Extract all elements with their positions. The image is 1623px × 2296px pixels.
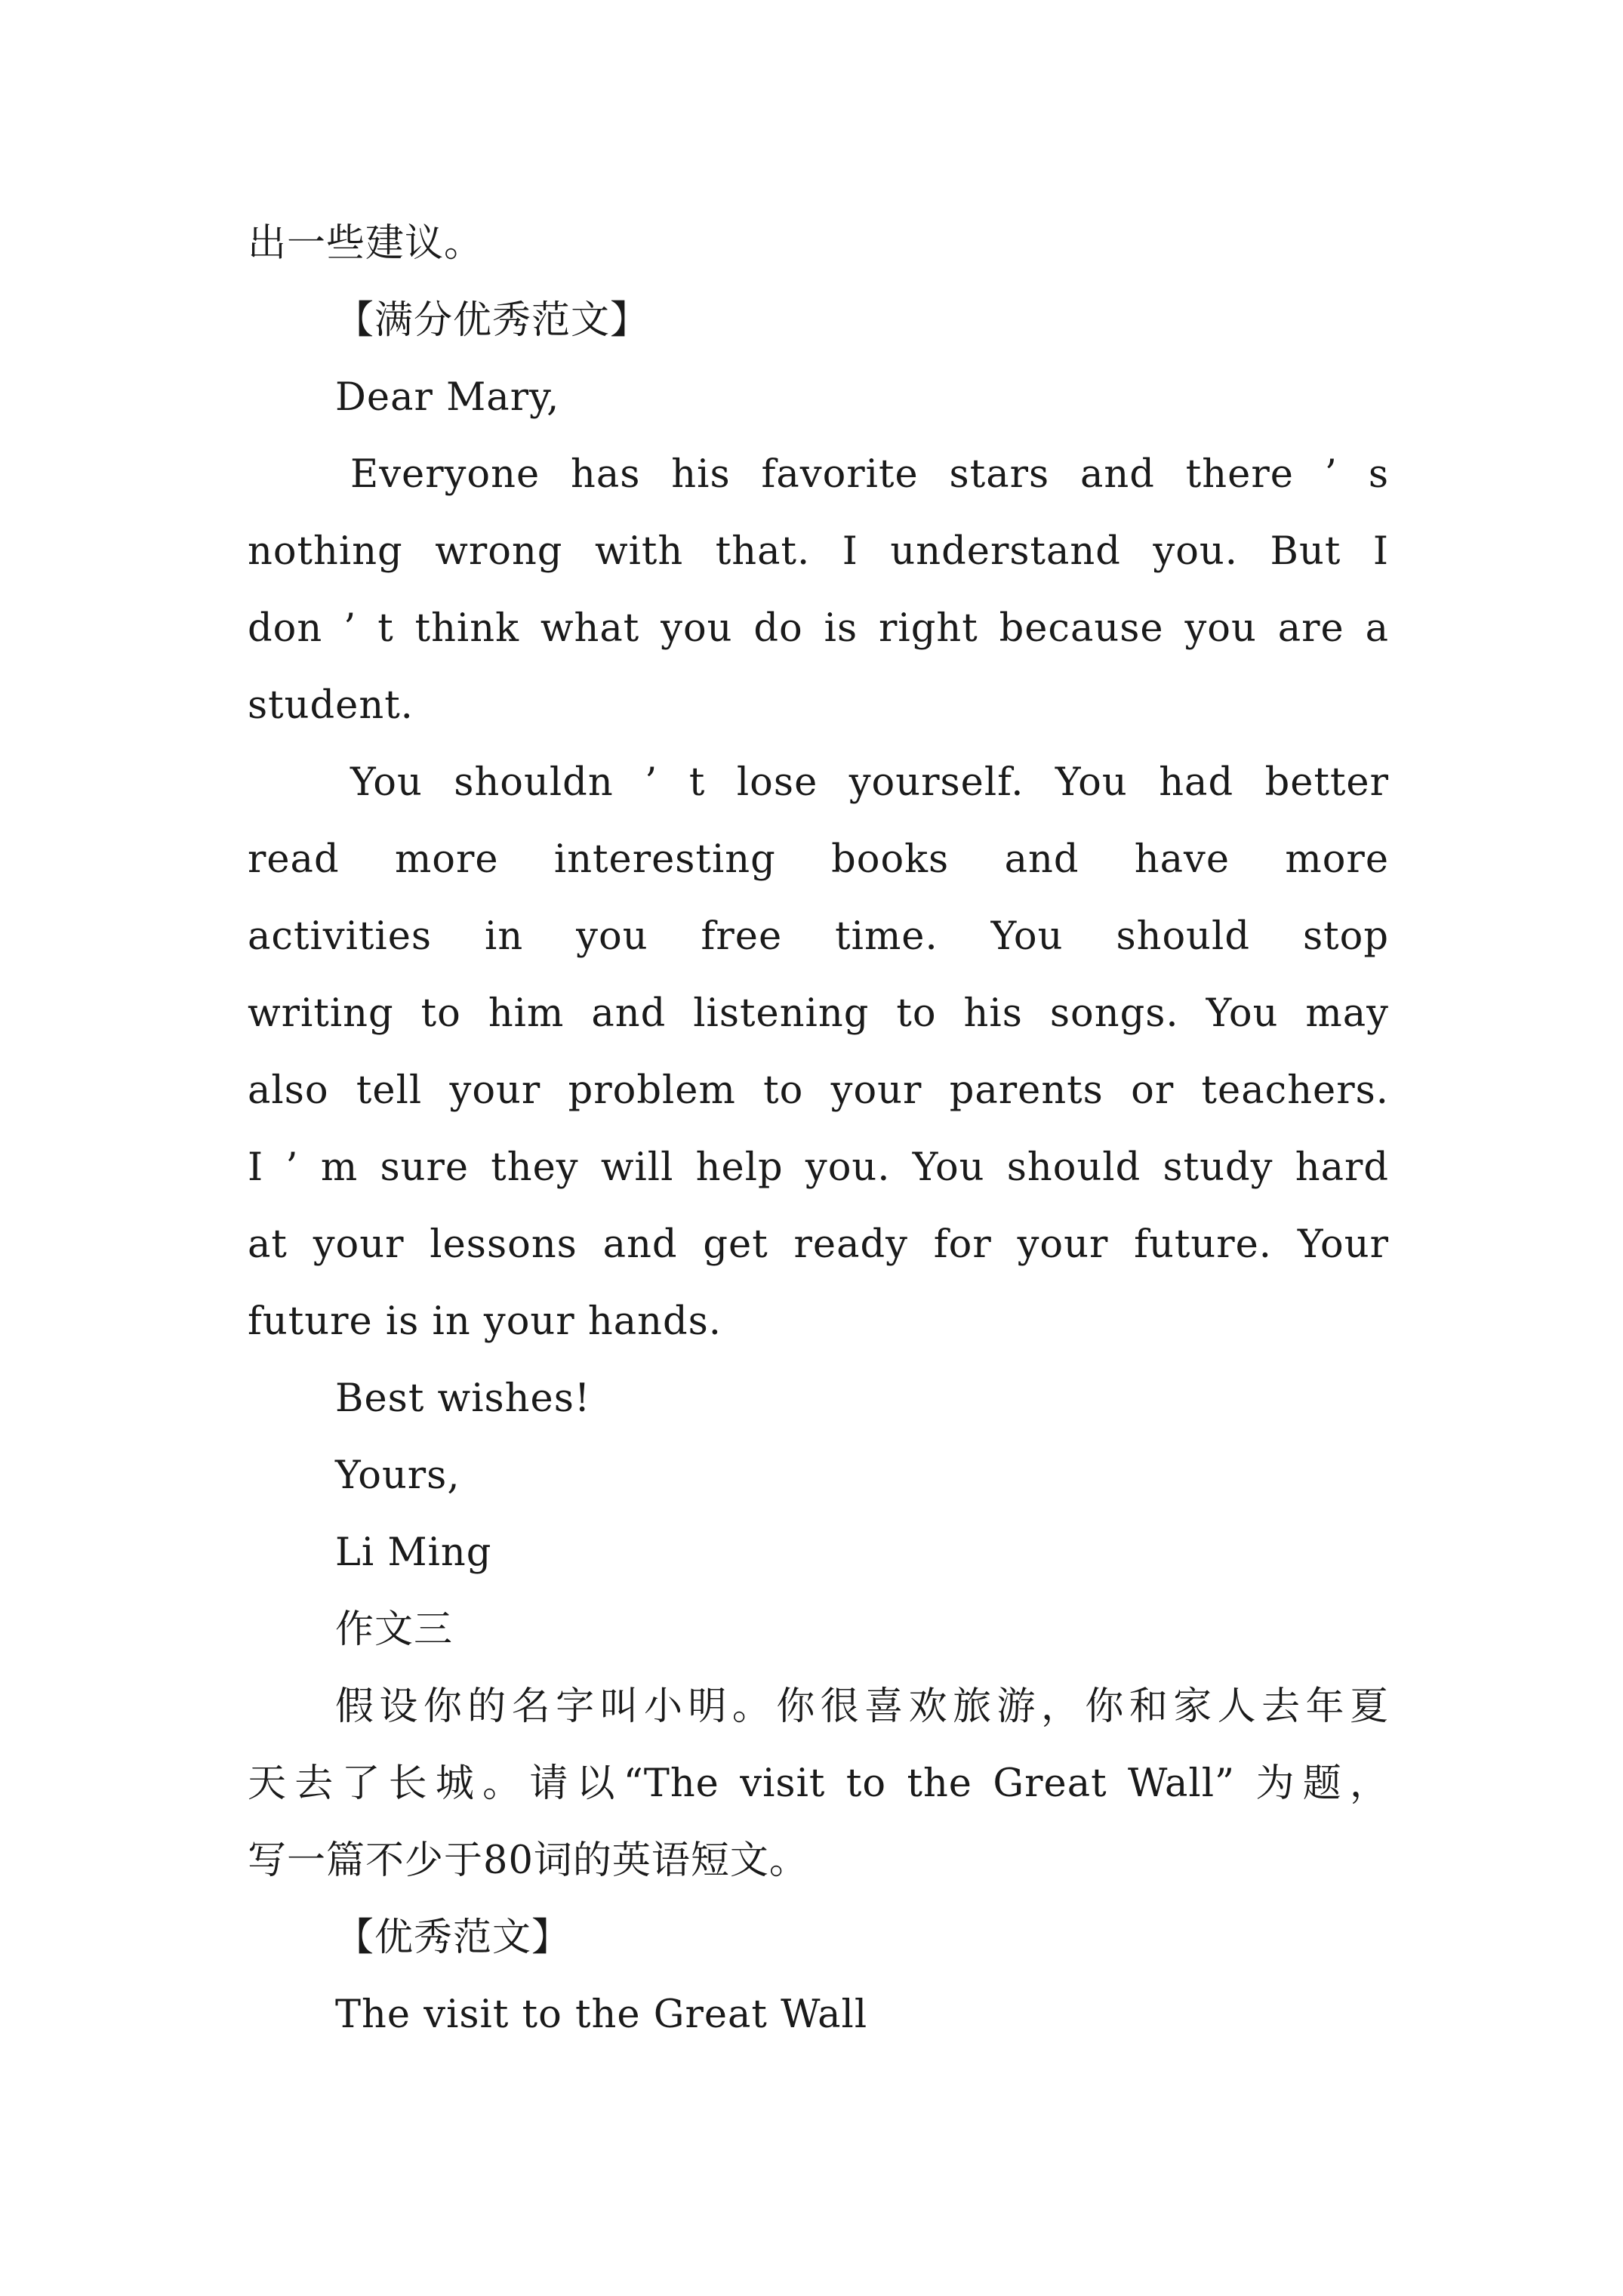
prompt-line-3: 写一篇不少于80词的英语短文。 — [248, 1838, 808, 1883]
paragraph-1-line-1: Everyone has his favorite stars and there ’ s — [350, 452, 1389, 497]
section-heading-sample: 【优秀范文】 — [335, 1915, 571, 1960]
paragraph-2-line-2: read more interesting books and have more — [248, 837, 1389, 882]
paragraph-2-line-5: also tell your problem to your parents or teachers. — [248, 1068, 1389, 1113]
letter-signoff: Yours, — [335, 1453, 460, 1498]
paragraph-1-line-4: student. — [248, 683, 414, 728]
section-heading-model-essay: 【满分优秀范文】 — [335, 298, 650, 343]
paragraph-1-line-2: nothing wrong with that. I understand you. But I — [248, 529, 1389, 574]
section-heading-essay-3: 作文三 — [335, 1607, 454, 1652]
essay-title: The visit to the Great Wall — [335, 1992, 868, 2037]
prompt-line-1: 假设你的名字叫小明。你很喜欢旅游，你和家人去年夏 — [335, 1684, 1389, 1729]
paragraph-2-line-6: I ’ m sure they will help you. You should study hard — [248, 1145, 1389, 1190]
text-line-1: 出一些建议。 — [248, 221, 484, 266]
paragraph-2-line-4: writing to him and listening to his songs. You may — [248, 991, 1389, 1036]
paragraph-2-line-3: activities in you free time. You should stop — [248, 914, 1389, 959]
paragraph-2-line-1: You shouldn ’ t lose yourself. You had better — [350, 760, 1389, 805]
paragraph-2-line-7: at your lessons and get ready for your future. Your — [248, 1222, 1389, 1267]
letter-salutation: Dear Mary, — [335, 375, 560, 420]
prompt-line-2: 天去了长城。请以“The visit to the Great Wall” 为题， — [248, 1761, 1389, 1806]
letter-closing: Best wishes! — [335, 1376, 591, 1421]
letter-signature: Li Ming — [335, 1530, 492, 1575]
document-body — [248, 205, 1389, 2054]
paragraph-2-line-8: future is in your hands. — [248, 1299, 722, 1344]
paragraph-1-line-3: don ’ t think what you do is right because you are a — [248, 606, 1389, 651]
